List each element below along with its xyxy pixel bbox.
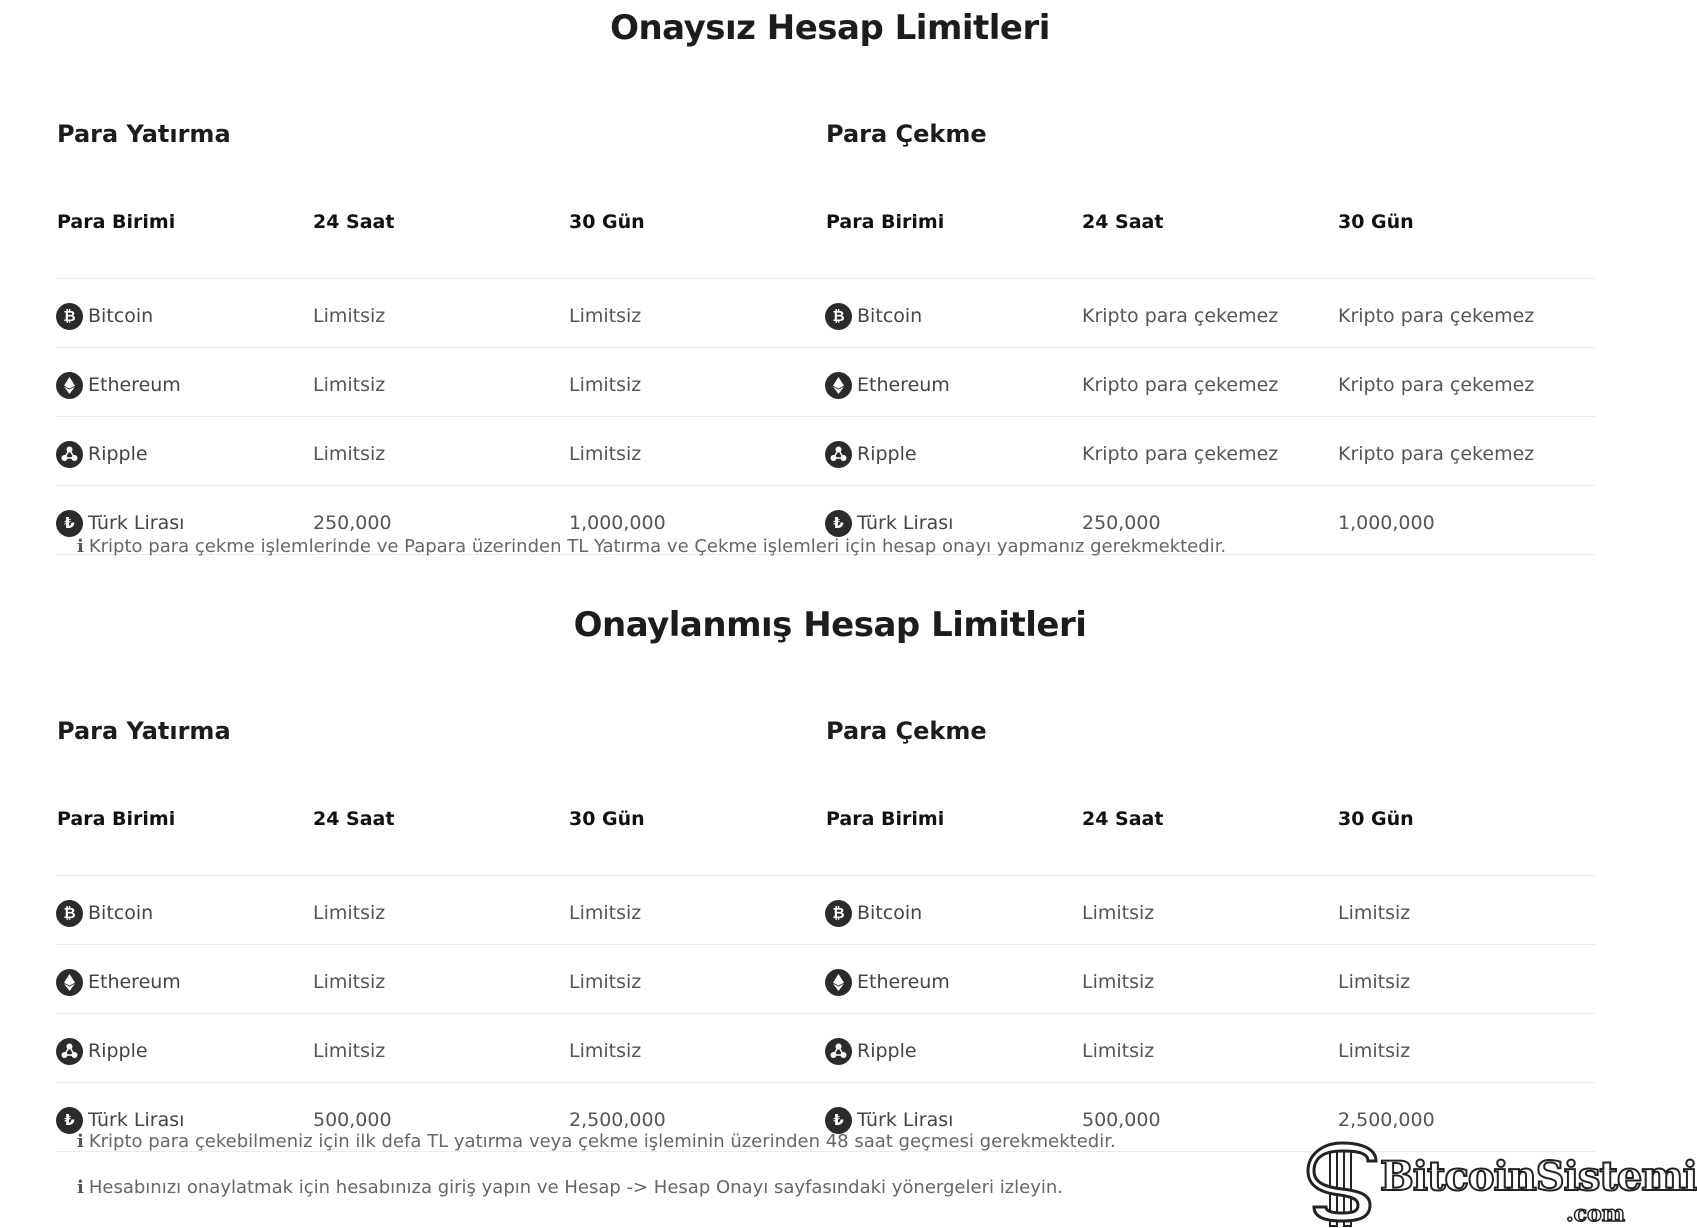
table-row: ₿ Bitcoin Limitsiz Limitsiz: [825, 876, 1595, 945]
turkish-lira-icon: ₺: [56, 1107, 83, 1134]
ethereum-icon: [825, 969, 852, 996]
ripple-icon: [56, 441, 83, 468]
table-header: [56, 199, 826, 279]
header-24h: 24 Saat: [313, 211, 395, 233]
info-icon: i: [77, 536, 84, 557]
ethereum-icon: [56, 969, 83, 996]
header-currency: Para Birimi: [826, 808, 945, 830]
header-30d: 30 Gün: [1338, 211, 1414, 233]
table-row: Ripple Limitsiz Limitsiz: [56, 1014, 826, 1083]
ripple-icon: [825, 1038, 852, 1065]
table-row: Ripple Limitsiz Limitsiz: [56, 417, 826, 486]
table-row: ₺ Türk Lirası 250,000 1,000,000: [56, 486, 826, 555]
table-row: ₿ Bitcoin Limitsiz Limitsiz: [56, 876, 826, 945]
bitcoin-icon: ₿: [825, 303, 852, 330]
header-24h: 24 Saat: [313, 808, 395, 830]
header-24h: 24 Saat: [1082, 211, 1164, 233]
ripple-icon: [56, 1038, 83, 1065]
table-row: Ethereum Limitsiz Limitsiz: [56, 945, 826, 1014]
watermark-suffix: .com: [1565, 1201, 1625, 1227]
info-icon: i: [77, 1131, 84, 1152]
ripple-icon: [825, 441, 852, 468]
table-header: [825, 796, 1595, 876]
info-note: i Hesabınızı onaylatmak için hesabınıza giriş yapın ve Hesap -> Hesap Onayı sayfasındaki yönergeleri izleyin.: [77, 1177, 1064, 1198]
turkish-lira-icon: ₺: [825, 510, 852, 537]
header-currency: Para Birimi: [826, 211, 945, 233]
ethereum-icon: [56, 372, 83, 399]
section-title-verified: Onaylanmış Hesap Limitleri: [573, 605, 1087, 645]
section-title-unverified: Onaysız Hesap Limitleri: [610, 8, 1050, 48]
turkish-lira-icon: ₺: [56, 510, 83, 537]
bitcoin-icon: ₿: [56, 303, 83, 330]
info-note: i Kripto para çekebilmeniz için ilk defa TL yatırma veya çekme işleminin üzerinden 48 saat geçmesi gerekmektedir.: [77, 1131, 1116, 1152]
panel-title: Para Yatırma: [57, 717, 231, 745]
table-row: ₺ Türk Lirası 250,000 1,000,000: [825, 486, 1595, 555]
header-24h: 24 Saat: [1082, 808, 1164, 830]
table-row: Ethereum Limitsiz Limitsiz: [56, 348, 826, 417]
table-row: ₿ Bitcoin Limitsiz Limitsiz: [56, 279, 826, 348]
bitcoin-dollar-logo-icon: [1308, 1143, 1376, 1228]
bitcoinsistemi-watermark: [1308, 1143, 1697, 1228]
bitcoin-icon: ₿: [825, 900, 852, 927]
table-row: ₺ Türk Lirası 500,000 2,500,000: [825, 1083, 1595, 1152]
panel-title: Para Çekme: [826, 717, 987, 745]
header-30d: 30 Gün: [569, 211, 645, 233]
table-row: Ripple Kripto para çekemez Kripto para çekemez: [825, 417, 1595, 486]
ethereum-icon: [825, 372, 852, 399]
table-row: ₿ Bitcoin Kripto para çekemez Kripto para çekemez: [825, 279, 1595, 348]
panel-title: Para Çekme: [826, 120, 987, 148]
header-currency: Para Birimi: [57, 808, 176, 830]
info-note: i Kripto para çekme işlemlerinde ve Papara üzerinden TL Yatırma ve Çekme işlemleri için hesap onayı yapmanız gerekmektedir.: [77, 536, 1227, 557]
table-header: [825, 199, 1595, 279]
header-30d: 30 Gün: [569, 808, 645, 830]
header-currency: Para Birimi: [57, 211, 176, 233]
table-row: ₺ Türk Lirası 500,000 2,500,000: [56, 1083, 826, 1152]
table-row: Ethereum Limitsiz Limitsiz: [825, 945, 1595, 1014]
panel-title: Para Yatırma: [57, 120, 231, 148]
header-30d: 30 Gün: [1338, 808, 1414, 830]
turkish-lira-icon: ₺: [825, 1107, 852, 1134]
bitcoin-icon: ₿: [56, 900, 83, 927]
table-row: Ripple Limitsiz Limitsiz: [825, 1014, 1595, 1083]
table-row: Ethereum Kripto para çekemez Kripto para çekemez: [825, 348, 1595, 417]
table-header: [56, 796, 826, 876]
info-icon: i: [77, 1177, 84, 1198]
watermark-name: BitcoinSistemi: [1380, 1153, 1697, 1200]
